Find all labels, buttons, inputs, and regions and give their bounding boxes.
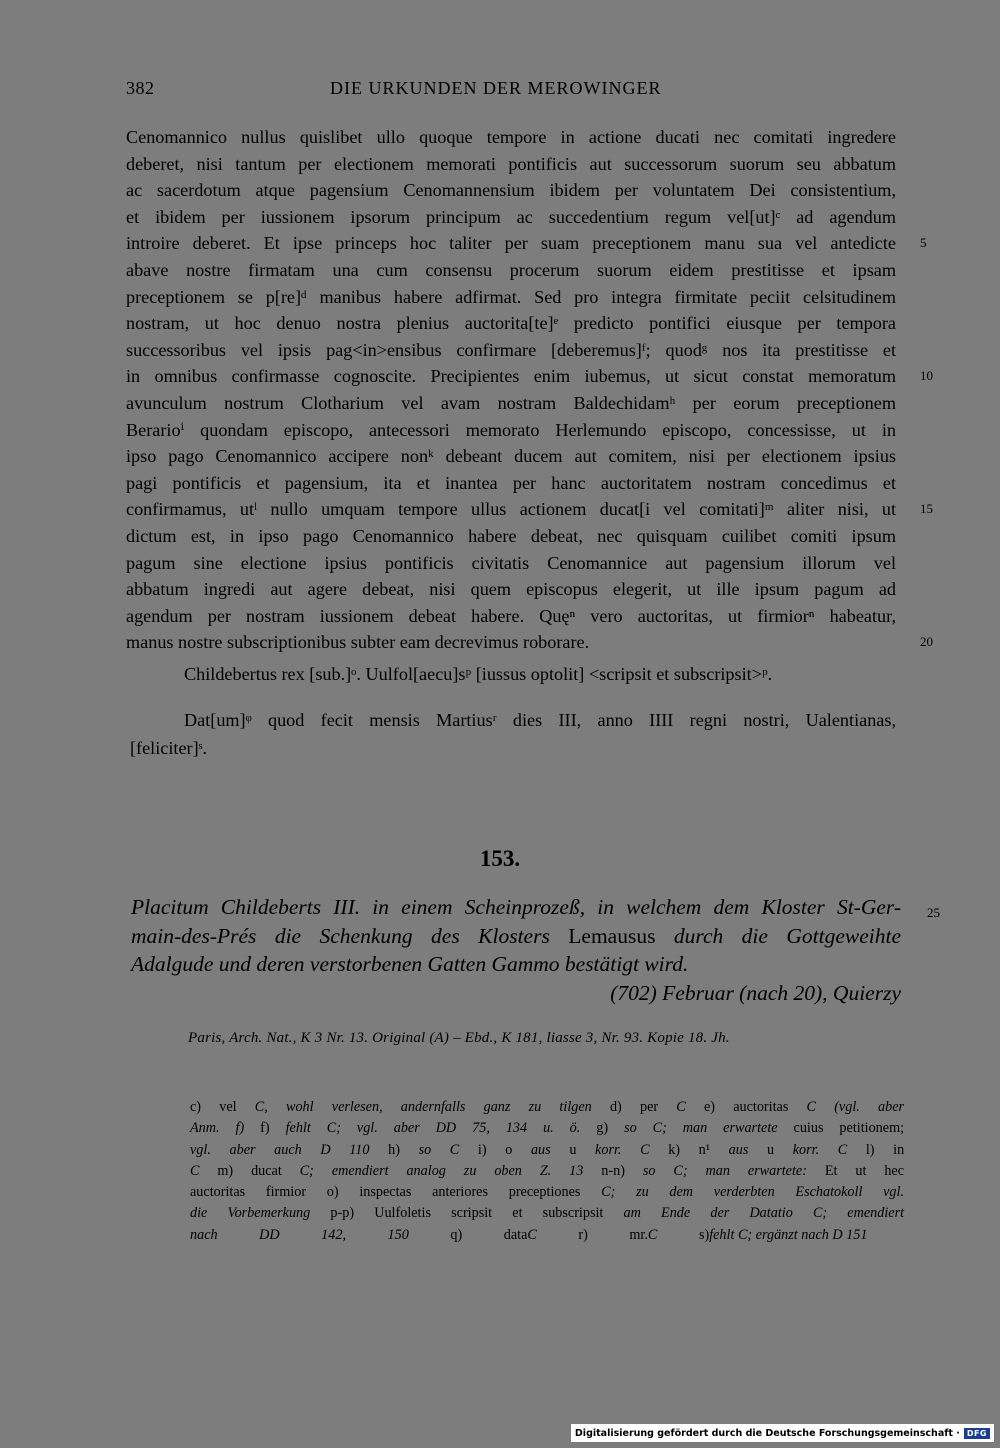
text-line: Cenomannico nullus quislibet ullo quoque tempore in actione ducati nec comitati ingredere	[126, 127, 896, 147]
text-line: ac sacerdotum atque pagensium Cenomannensium ibidem per voluntatem Dei consistentium,	[126, 180, 896, 201]
note-line: C m) ducat C; emendiert analog zu oben Z. 13 n-n) so C; man erwartete: Et ut hec	[190, 1162, 905, 1179]
subscription-line: Childebertus rex [sub.]ᵒ. Uulfol[aecu]sᵖ [iussus optolit] <scripsit et subscripsit>ᵖ.	[184, 664, 773, 684]
running-title: DIE URKUNDEN DER MEROWINGER	[330, 78, 662, 98]
credit-text: Digitalisierung gefördert durch die Deutsche Forschungsgemeinschaft ·	[574, 1427, 960, 1439]
text-line: successoribus vel ipsis pag<in>ensibus confirmare [deberemus]ᶠ; quodᵍ nos ita prestitisse et	[126, 339, 896, 360]
text-line: avunculum nostrum Clotharium vel avam nostram Baldechidamʰ per eorum preceptionem	[126, 392, 896, 413]
text-line: Berarioⁱ quondam episcopo, antecessori memorato Herlemundo episcopo, concessisse, ut in	[126, 419, 896, 440]
digitization-credit	[571, 1424, 994, 1442]
source-tradition: Paris, Arch. Nat., K 3 Nr. 13. Original (A) – Ebd., K 181, liasse 3, Nr. 93. Kopie 18. Jh.	[188, 1030, 730, 1046]
text-line: pagum sine electione ipsius pontificis civitatis Cenomannice aut pagensium illorum vel	[126, 552, 896, 573]
regest-line: main-des-Prés die Schenkung des Klosters Lemausus durch die Gottgeweihte	[131, 923, 902, 948]
note-line: vgl. aber auch D 110 h) so C i) o aus u korr. C k) n¹ aus u korr. C l) in	[190, 1141, 905, 1158]
text-line: manus nostre subscriptionibus subter eam decrevimus roborare. 20	[126, 629, 896, 656]
dating-line: Dat[um]ᵠ quod fecit mensis Martiusʳ dies III, anno IIII regni nostri, Ualentianas,	[184, 710, 896, 730]
text-line: deberet, nisi tantum per electionem memorati pontificis aut successorum suorum seu abbatum	[126, 153, 896, 174]
page-number: 382	[126, 78, 155, 98]
charter-text	[126, 124, 933, 656]
text-line: dictum est, in ipso pago Cenomannico habere debeat, nec quisquam cuilibet comiti ipsum	[126, 525, 896, 546]
regest-heading	[131, 893, 940, 1007]
line-number: 15	[920, 501, 933, 517]
document-number: 153.	[479, 846, 521, 871]
note-line: c) vel C, wohl verlesen, andernfalls ganz zu tilgen d) per C e) auctoritas C (vgl. aber	[190, 1099, 905, 1115]
note-line: Anm. f) f) fehlt C; vgl. aber DD 75, 134 u. ö. g) so C; man erwartete cuius petitionem;	[190, 1120, 905, 1137]
text-line: abave nostre firmatam una cum consensu procerum suorum eidem prestitisse et ipsam	[126, 259, 896, 280]
line-number: 25	[927, 905, 940, 920]
text-line: ipso pago Cenomannico accipere nonᵏ debeant ducem aut comitem, nisi per electionem ipsius	[126, 446, 896, 467]
dating-clause	[130, 706, 896, 762]
note-line: nach DD 142, 150 q) dataC r) mr.C s)fehlt C; ergänzt nach D 151	[190, 1226, 868, 1243]
text-line: nostram, ut hoc denuo nostra plenius auctorita[te]ᵉ predicto pontifici eiusque per tempora	[126, 313, 896, 334]
dating-line: [feliciter]ˢ.	[130, 738, 208, 758]
text-line: introire deberet. Et ipse princeps hoc taliter per suam preceptionem manu sua vel antedicte 5	[126, 230, 896, 257]
text-line: pagi pontificis et pagensium, ita et inantea per hanc auctoritatem nostram concedimus et	[126, 472, 896, 493]
text-line: et ibidem per iussionem ipsorum principum ac succedentium regum vel[ut]ᶜ ad agendum	[126, 206, 896, 227]
text-line: agendum per nostram iussionem debeat habere. Quęⁿ vero auctoritas, ut firmiorⁿ habeatur,	[126, 605, 896, 626]
regest-line: Placitum Childeberts III. in einem Scheinprozeß, in welchem dem Kloster St-Ger- 25	[131, 893, 901, 922]
regest-line: Adalgude und deren verstorbenen Gatten Gammo bestätigt wird.	[131, 952, 689, 976]
text-line: confirmamus, utˡ nullo umquam tempore ullus actionem ducat[i vel comitati]ᵐ aliter nisi, ut 15	[126, 496, 896, 523]
regest-date-place: (702) Februar (nach 20), Quierzy	[610, 980, 901, 1005]
dfg-logo: DFG	[964, 1428, 990, 1439]
text-line: abbatum ingredi aut agere debeat, nisi quem episcopus elegerit, ut ille ipsum pagum ad	[126, 579, 896, 600]
text-line: preceptionem se p[re]ᵈ manibus habere adfirmat. Sed pro integra firmitate peciit celsitudinem	[126, 286, 896, 307]
critical-apparatus	[190, 1097, 904, 1246]
text-line: in omnibus confirmasse cognoscite. Precipientes enim iubemus, ut sicut constat memoratum 10	[126, 363, 896, 390]
line-number: 20	[920, 634, 933, 650]
note-line: auctoritas firmior o) inspectas anteriores preceptiones C; zu dem verderbten Eschatokoll vgl.	[190, 1184, 905, 1201]
line-number: 10	[920, 368, 933, 384]
note-line: die Vorbemerkung p-p) Uulfoletis scripsit et subscripsit am Ende der Datatio C; emendiert	[190, 1205, 905, 1222]
line-number: 5	[920, 235, 927, 251]
